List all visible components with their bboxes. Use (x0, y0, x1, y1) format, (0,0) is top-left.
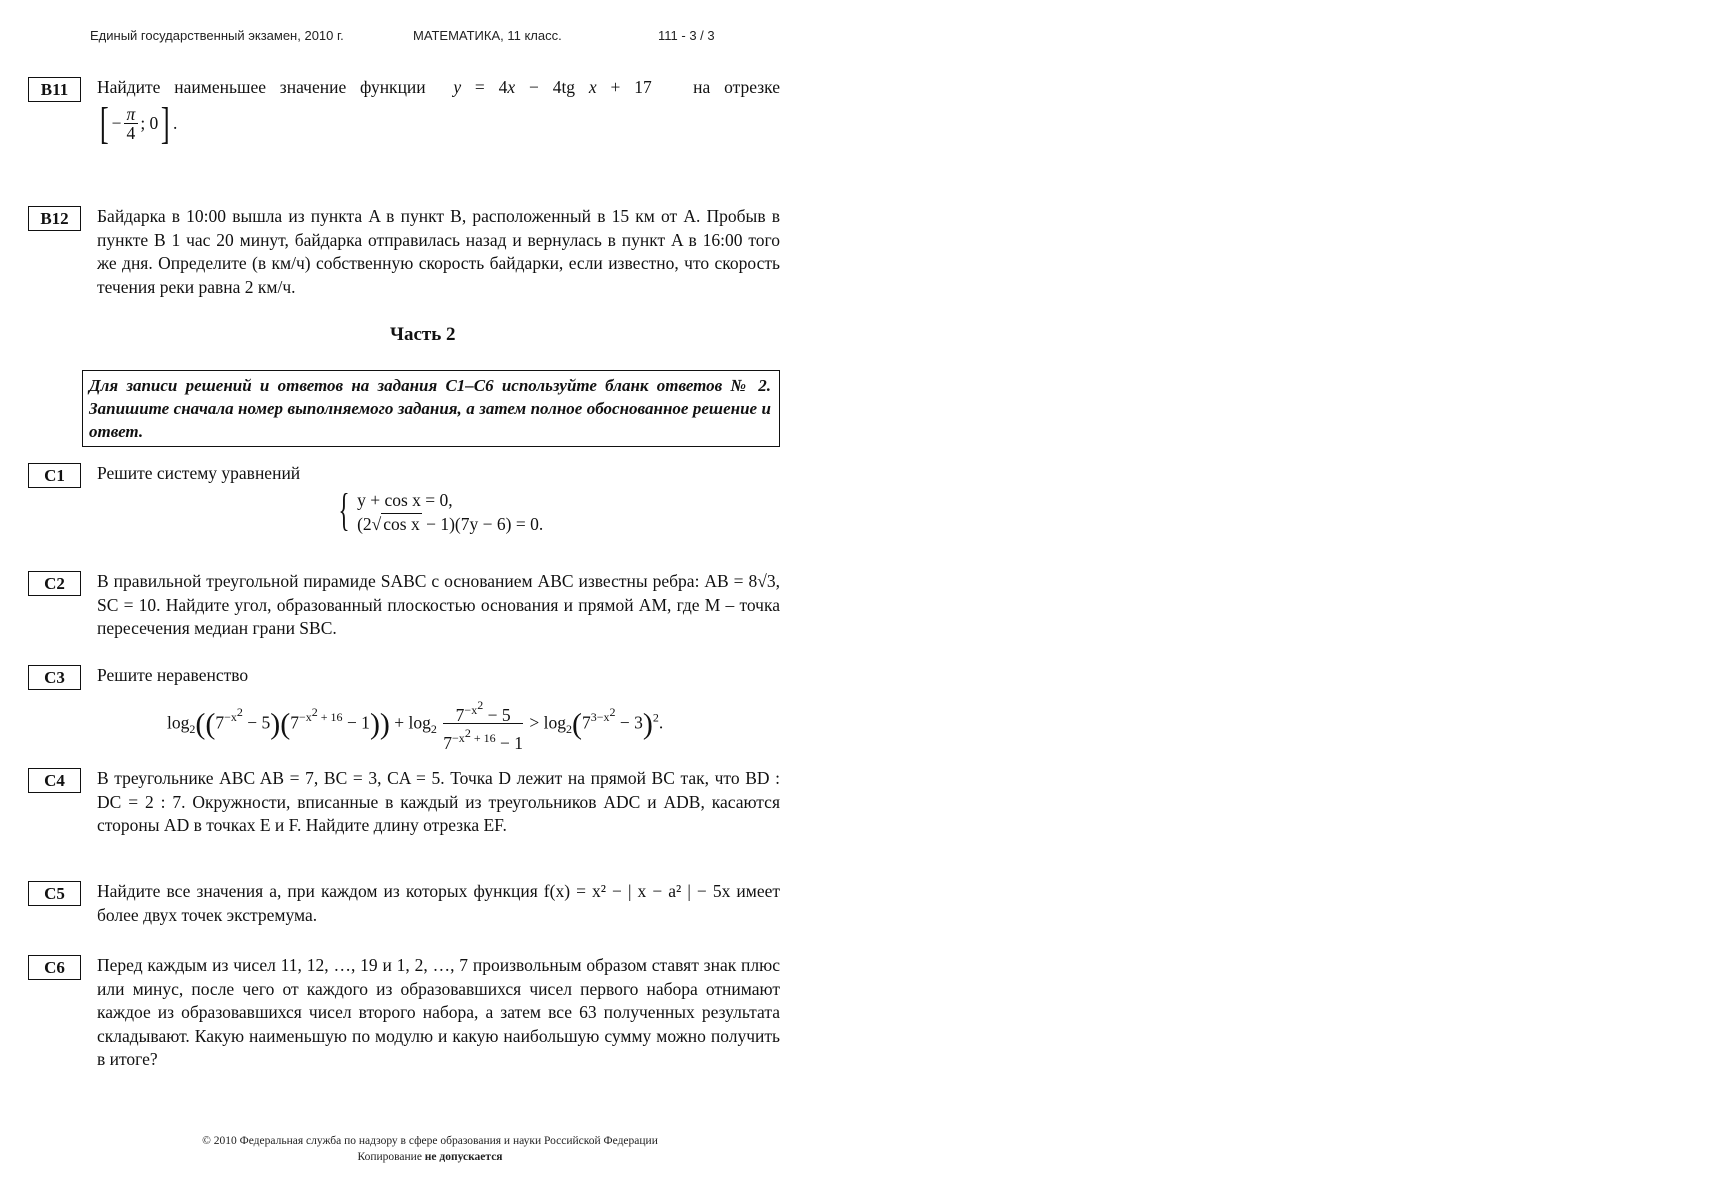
task-number: C2 (28, 571, 81, 596)
header-subject: МАТЕМАТИКА, 11 класс. (413, 28, 562, 43)
interval-formula: [ − $\frac{\pi}{4}$ ; 0 ] . (99, 98, 178, 148)
task-number: C3 (28, 665, 81, 690)
equation-1: y + cos x = 0, (357, 489, 453, 510)
task-text: Найдите наименьшее значение функции y = 4x − 4tg x + 17 на отрезке [ − $\frac{\pi}{4}$ ; 0 ] . (97, 77, 780, 148)
task-c2 (28, 570, 780, 641)
interval-right-end: ; 0 (140, 112, 159, 133)
task-c1 (28, 462, 780, 536)
task-c5 (28, 880, 780, 927)
task-number: B12 (28, 206, 81, 231)
part-title: Часть 2 (390, 324, 456, 345)
footer-line-1: © 2010 Федеральная служба по надзору в сфере образования и науки Российской Федерации (202, 1135, 658, 1147)
task-b11 (28, 76, 780, 146)
task-c4 (28, 767, 780, 838)
task-number: C6 (28, 955, 81, 980)
task-text: Найдите все значения a, при каждом из которых функция f(x) = x² − | x − a² | − 5x имеет более двух точек экстремума. (97, 881, 780, 925)
task-number: C4 (28, 768, 81, 793)
log-fraction: $\frac{7^{-x^2} - 5}{7^{-x^2 + 16} - 1}$ (443, 697, 523, 754)
task-number: C5 (28, 881, 81, 906)
header-exam-title: Единый государственный экзамен, 2010 г. (90, 28, 344, 43)
task-text (97, 462, 780, 536)
task-text (97, 664, 780, 752)
task-c6 (28, 954, 780, 1072)
task-number: B11 (28, 77, 81, 102)
task-number: C1 (28, 463, 81, 488)
task-text: Байдарка в 10:00 вышла из пункта A в пункт B, расположенный в 15 км от A. Пробыв в пункте B 1 час 20 минут, байдарка отправилась назад и вернулась в пункт A в 16:00 того же дня. Определите (в км/ч) собственную скорость байдарки, если известно, что скорость течения реки равна 2 км/ч. (97, 206, 780, 297)
task-text: В треугольнике ABC AB = 7, BC = 3, CA = 5. Точка D лежит на прямой BC так, что BD : DC = 2 : 7. Окружности, вписанные в каждый из треугольников ADC и ADB, касаются стороны AD в точках E и F. Найдите длину отрезка EF. (97, 768, 780, 835)
equation-system: { y + cos x = 0, (2√ cos x − 1)(7y − 6) = 0. (338, 483, 544, 535)
task-c3 (28, 664, 780, 752)
pi-over-4-fraction: $\frac{\pi}{4}$ (124, 105, 139, 142)
task-intro: Решите систему уравнений (97, 463, 301, 483)
header-page-number: 111 - 3 / 3 (658, 28, 715, 43)
instructions-box: Для записи решений и ответов на задания C1–C6 используйте бланк ответов № 2. Запишите сначала номер выполняемого задания, а затем полное обоснованное решение и ответ. (82, 370, 780, 447)
task-intro: Решите неравенство (97, 665, 249, 685)
copyright-footer (0, 1133, 860, 1165)
footer-line-2: Копирование не допускается (357, 1151, 503, 1163)
inequality-formula: $\log_2((7^{-x^2} - 5)(7^{-x^2 + 16} - 1)) + \log_2$ $\frac{7^{-x^2} - 5}{7^{-x^2 + 16} - 1}$ > $\log_2(7^{3-x^2} - 3)^2$. (167, 697, 664, 754)
task-text: В правильной треугольной пирамиде SABC с основанием ABC известны ребра: AB = 8√3, SC = 10. Найдите угол, образованный плоскостью основания и прямой AM, где M – точка пересечения медиан грани SBC. (97, 571, 780, 638)
interval-minus: − (111, 112, 122, 133)
task-text: Перед каждым из чисел 11, 12, …, 19 и 1, 2, …, 7 произвольным образом ставят знак плюс или минус, после чего от каждого из образовавшихся чисел первого набора отнимают каждое из образовавшихся чисел второго набора, а затем все 63 полученных результата складывают. Какую наименьшую по модулю и какую наибольшую сумму можно получить в итоге? (97, 955, 780, 1069)
equation-2: (2√ cos x − 1)(7y − 6) = 0. (357, 513, 544, 534)
task-b12 (28, 205, 780, 299)
